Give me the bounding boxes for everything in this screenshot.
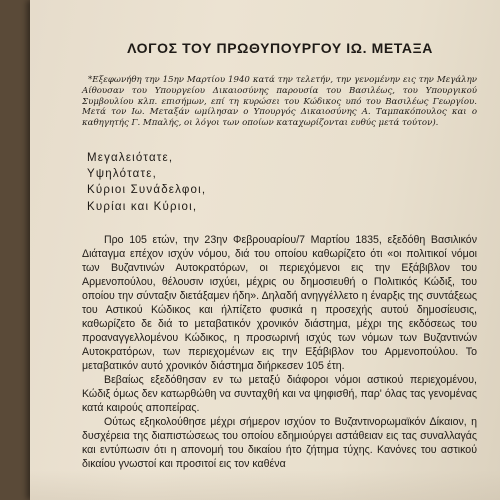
salutation-line: Μεγαλειότατε, xyxy=(87,152,174,164)
salutation-line: Κύριοι Συνάδελφοι, xyxy=(87,184,207,197)
body-paragraph: Ούτως εξηκολούθησε μέχρι σήμερον ισχύον το Βυζαντινορωμαϊκόν Δίκαιον, η δυσχέρεια της διαπιστώσεως του οποίου εδημιούργει αστάθειαν εις τας συναλλαγάς και εντύπωσιν ότι η απονομή του δικαίου ήτο ζήτημα τύχης. Κανόνες του αστικού δικαίου γνωστοί και προσιτοί εις τον καθένα xyxy=(82,416,477,470)
book-page xyxy=(30,0,500,500)
salutations xyxy=(87,150,206,215)
speech-body xyxy=(82,233,477,471)
body-paragraph: Προ 105 ετών, την 23ην Φεβρουαρίου/7 Μαρτίου 1835, εξεδόθη Βασιλικόν Διάταγμα επέχον ισχύν νόμου, διά του οποίου καθωρίζετο ότι «οι πολιτικοί νόμοι των Βυζαντινών Αυτοκρατόρων, οι περιεχόμενοι εις την Εξάβιβλον του Αρμενοπούλου, θέλουσιν ισχύει, μέχρις ου δημοσιευθή ο Πολιτικός Κώδιξ, του οποίου την σύνταξιν διετάξαμεν ήδη». Δηλαδή ανηγγέλλετο η έναρξις της συντάξεως του Αστικού Κώδικος και ήλπίζετο φυσικά η προσεχής αυτού δημοσίευσις, καθωρίζετο δε διά το μεταβατικόν χρονικόν διάστημα, μέχρι της εκδόσεως του προαναγγελλομένου Κώδικος, η προσωρινή ισχύς των νόμων των Βυζαντινών Αυτοκρατόρων, των περιεχομένων εις την Εξάβιβλον του Αρμενοπούλου. Το μεταβατικόν αυτό χρονικόν διάστημα διήρκεσεν 105 έτη. xyxy=(82,234,477,372)
body-paragraph: Βεβαίως εξεδόθησαν εν τω μεταξύ διάφοροι νόμοι αστικού περιεχομένου, Κώδιξ όμως δεν κατωρθώθη να συνταχθή και να ψηφισθή, παρ' όλας τας γενομένας κατά καιρούς αποπείρας. xyxy=(82,374,477,414)
salutation-line: Υψηλότατε, xyxy=(87,168,157,181)
page-title: ΛΟΓΟΣ ΤΟΥ ΠΡΩΘΥΠΟΥΡΓΟΥ ΙΩ. ΜΕΤΑΞΑ xyxy=(127,40,433,56)
salutation-line: Κυρίαι και Κύριοι, xyxy=(87,200,198,213)
page-shadow xyxy=(30,470,500,500)
intro-note: *Εξεφωνήθη την 15ην Μαρτίου 1940 κατά την τελετήν, την γενομένην εις την Μεγάλην Αίθουσαν του Υπουργείου Δικαιοσύνης παρουσία του Βασιλέως, του Υπουργικού Συμβουλίου κλπ. επισήμων, επί τη κυρώσει του Κώδικος υπό του Βασιλέως Γεωργίου. Μετά τον Ιω. Μεταξάν ωμίλησαν ο Υπουργός Δικαιοσύνης Α. Ταμπακόπουλος και ο καθηγητής Γ. Μπαλής, οι λόγοι των οποίων καταχωρίζονται ευθύς μετά τούτον). xyxy=(82,75,477,129)
